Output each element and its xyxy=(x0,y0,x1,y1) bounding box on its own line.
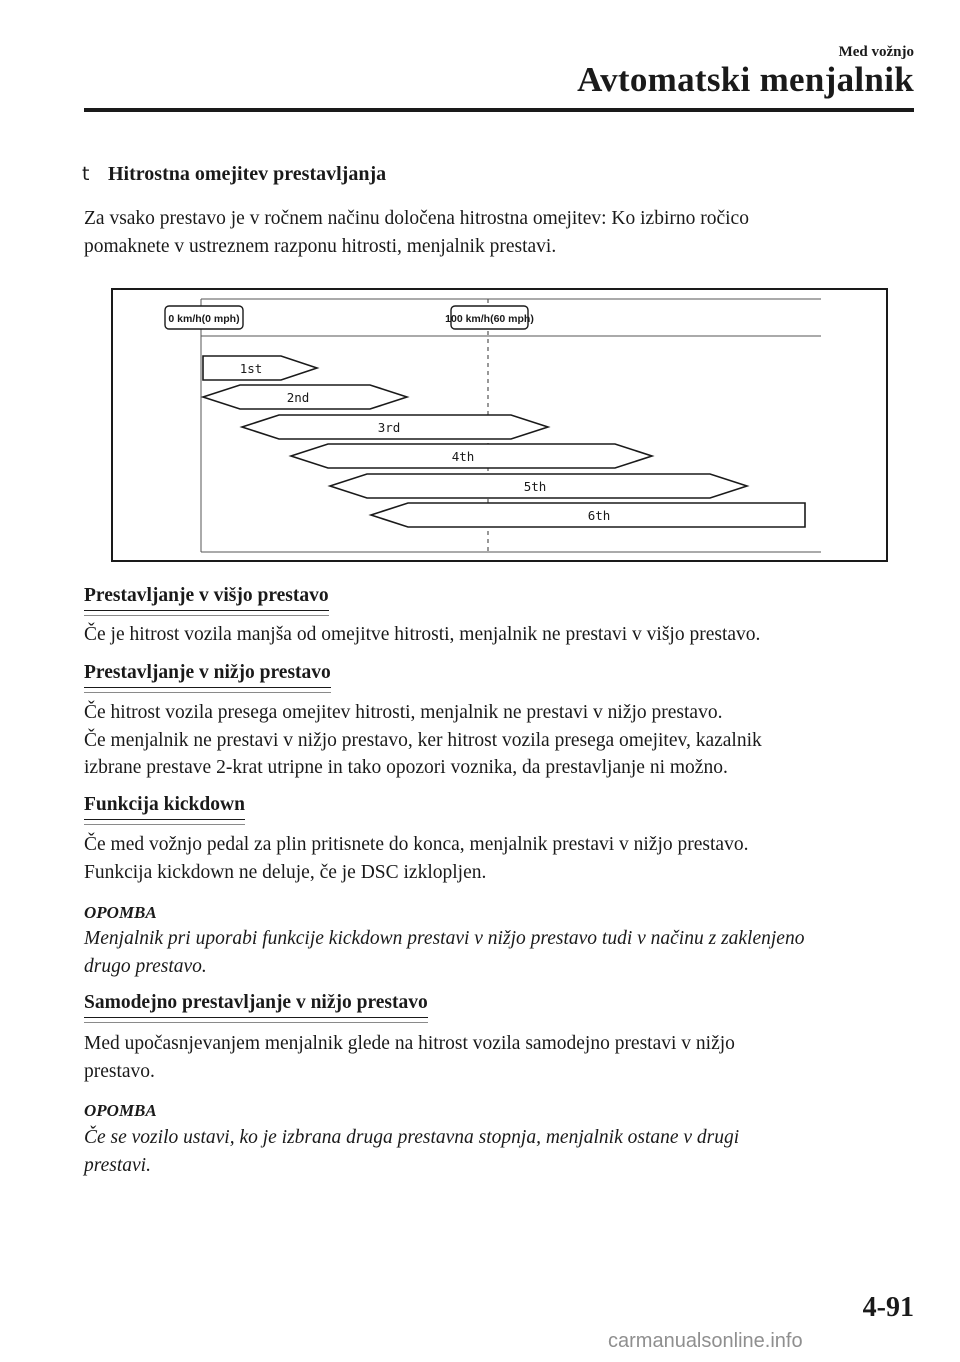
auto-downshift-line-2: prestavo. xyxy=(84,1060,155,1082)
gear-label-5th: 5th xyxy=(523,479,547,494)
section-heading xyxy=(82,163,386,186)
upshift-text: Če je hitrost vozila manjša od omejitve hitrosti, menjalnik ne prestavi v višjo prestavo. xyxy=(84,624,761,645)
section-heading-text: Hitrostna omejitev prestavljanja xyxy=(108,163,387,185)
gear-label-3rd: 3rd xyxy=(377,420,401,435)
note-1-text xyxy=(84,925,920,980)
downshift-line-2: Če menjalnik ne prestavi v nižjo prestavo, ker hitrost vozila presega omejitev, kazalnik xyxy=(84,729,762,751)
downshift-heading: Prestavljanje v nižjo prestavo xyxy=(84,662,331,688)
page-title: Avtomatski menjalnik xyxy=(577,60,914,99)
intro-line-2: pomaknete v ustreznem razponu hitrosti, menjalnik prestavi. xyxy=(84,235,557,257)
watermark: carmanualsonline.info xyxy=(608,1330,803,1352)
gear-speed-diagram xyxy=(111,288,888,562)
note-2-line-1: Če se vozilo ustavi, ko je izbrana druga prestavna stopnja, menjalnik ostane v drugi xyxy=(84,1127,740,1148)
upshift-heading: Prestavljanje v višjo prestavo xyxy=(84,585,329,611)
note-2-label: OPOMBA xyxy=(84,1101,157,1120)
note-1-line-1: Menjalnik pri uporabi funkcije kickdown prestavi v nižjo prestavo tudi v načinu z zaklenjeno xyxy=(84,928,805,949)
intro-paragraph xyxy=(84,205,920,260)
auto-downshift-heading: Samodejno prestavljanje v nižjo prestavo xyxy=(84,992,428,1018)
gear-label-4th: 4th xyxy=(451,449,475,464)
intro-line-1: Za vsako prestavo je v ročnem načinu določena hitrostna omejitev: Ko izbirno ročico xyxy=(84,208,749,229)
header-divider xyxy=(84,108,914,112)
speed-label-0: 0 km/h(0 mph) xyxy=(168,313,240,325)
note-2-line-2: prestavi. xyxy=(84,1154,151,1176)
note-1-line-2: drugo prestavo. xyxy=(84,955,207,977)
kickdown-line-1: Če med vožnjo pedal za plin pritisnete do konca, menjalnik prestavi v nižjo prestavo. xyxy=(84,834,749,855)
gear-speed-diagram-svg xyxy=(113,290,890,564)
note-2-text xyxy=(84,1124,920,1179)
auto-downshift-paragraph xyxy=(84,1030,920,1085)
note-1-label: OPOMBA xyxy=(84,903,157,922)
section-bullet-icon: t xyxy=(82,163,90,185)
downshift-line-1: Če hitrost vozila presega omejitev hitrosti, menjalnik ne prestavi v nižjo prestavo. xyxy=(84,702,723,723)
gear-label-6th: 6th xyxy=(587,508,611,523)
gear-label-2nd: 2nd xyxy=(286,390,310,405)
kickdown-paragraph xyxy=(84,831,920,886)
header-section-label: Med vožnjo xyxy=(838,44,914,60)
kickdown-line-2: Funkcija kickdown ne deluje, če je DSC izklopljen. xyxy=(84,861,487,883)
speed-label-100: 100 km/h(60 mph) xyxy=(445,313,534,325)
page-number: 4-91 xyxy=(862,1292,914,1323)
downshift-line-3: izbrane prestave 2-krat utripne in tako opozori voznika, da prestavljanje ni možno. xyxy=(84,757,728,778)
kickdown-heading: Funkcija kickdown xyxy=(84,794,245,820)
gear-label-1st: 1st xyxy=(239,361,263,376)
downshift-paragraph xyxy=(84,699,920,782)
auto-downshift-line-1: Med upočasnjevanjem menjalnik glede na hitrost vozila samodejno prestavi v nižjo xyxy=(84,1033,735,1054)
